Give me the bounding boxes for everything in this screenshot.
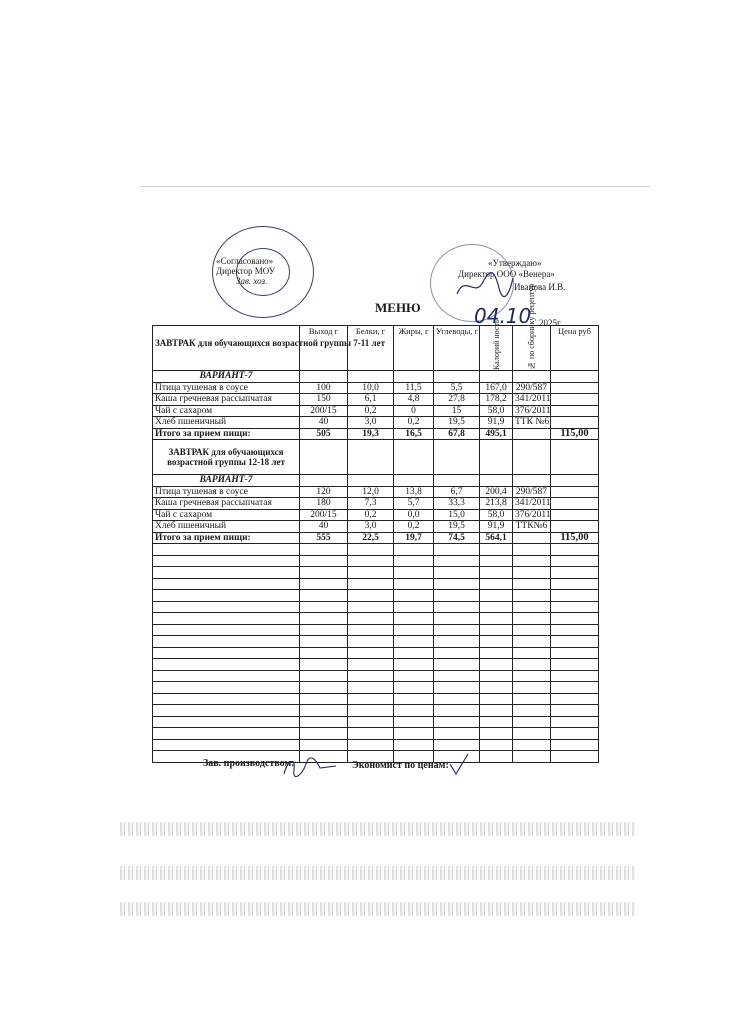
col-protein: Белки, г xyxy=(348,326,394,371)
economist-signature xyxy=(446,752,472,778)
variant-row xyxy=(153,371,599,383)
empty-row xyxy=(153,613,599,625)
director-signature xyxy=(455,268,515,302)
empty-row xyxy=(153,728,599,740)
approval-right-name: Иванова И.В. xyxy=(514,282,566,292)
section2-title: ЗАВТРАК для обучающихся возрастной группы 12-18 лет xyxy=(153,440,300,475)
production-label: Зав. производством: xyxy=(203,758,295,769)
empty-row xyxy=(153,705,599,717)
empty-row xyxy=(153,670,599,682)
table-row: Птица тушеная в соусе 120 12,0 13,8 6,7 200,4 290/587 xyxy=(153,486,599,498)
production-signature xyxy=(280,756,340,778)
empty-row xyxy=(153,647,599,659)
section2-price: 115,00 xyxy=(551,532,599,544)
top-scan-line xyxy=(140,186,650,187)
empty-row xyxy=(153,739,599,751)
scan-noise-3 xyxy=(120,902,635,916)
table-row: Каша гречневая рассыпчатая 150 6,1 4,8 27,8 178,2 341/2011 xyxy=(153,394,599,406)
empty-row xyxy=(153,636,599,648)
scan-noise-1 xyxy=(120,822,635,836)
empty-row xyxy=(153,590,599,602)
empty-row xyxy=(153,601,599,613)
economist-label: Экономист по ценам: xyxy=(352,760,449,771)
empty-row xyxy=(153,544,599,556)
empty-row xyxy=(153,659,599,671)
empty-row xyxy=(153,567,599,579)
table-row: Чай с сахаром 200/15 0,2 0 15 58,0 376/2011 xyxy=(153,405,599,417)
col-recipe: № по сборнику рецептур xyxy=(527,283,536,370)
empty-row xyxy=(153,716,599,728)
header-row xyxy=(153,326,599,371)
table-row: Хлеб пшеничный 40 3,0 0,2 19,5 91,9 ТТК№6 xyxy=(153,521,599,533)
empty-row xyxy=(153,693,599,705)
table-row: Птица тушеная в соусе 100 10,0 11,5 5,5 167,0 290/587 xyxy=(153,382,599,394)
empty-row xyxy=(153,682,599,694)
scan-noise-2 xyxy=(120,866,635,880)
section1-variant: ВАРИАНТ-7 xyxy=(153,371,300,383)
variant-row xyxy=(153,475,599,487)
table-row: Чай с сахаром 200/15 0,2 0,0 15,0 58,0 376/2011 xyxy=(153,509,599,521)
empty-row xyxy=(153,578,599,590)
col-calories: Калорий ность xyxy=(491,319,501,370)
approval-left-sign: Зав. хоз. xyxy=(236,276,268,286)
empty-rows xyxy=(153,544,599,763)
empty-row xyxy=(153,555,599,567)
approval-right-title: «Утверждаю» xyxy=(488,258,542,268)
total-row: Итого за прием пищи: 555 22,5 19,7 74,5 564,1 115,00 xyxy=(153,532,599,544)
section1-price: 115,00 xyxy=(551,428,599,440)
section2-header-row xyxy=(153,440,599,475)
section2-variant: ВАРИАНТ-7 xyxy=(153,475,300,487)
col-carbs: Углеводы, г xyxy=(434,326,480,371)
approval-right-role: Директор ООО «Венера» xyxy=(458,269,555,279)
section1-title: ЗАВТРАК для обучающихся возрастной группы 7-11 лет xyxy=(153,326,300,371)
table-row: Хлеб пшеничный 40 3,0 0,2 19,5 91,9 ТТК №6 xyxy=(153,417,599,429)
approval-left-role: Директор МОУ xyxy=(216,266,276,276)
date-handwritten: 04.10 xyxy=(474,304,532,328)
total-row: Итого за прием пищи: 505 19,3 16,5 67,8 495,1 115,00 xyxy=(153,428,599,440)
col-fat: Жиры, г xyxy=(394,326,434,371)
empty-row xyxy=(153,624,599,636)
table-row: Каша гречневая рассыпчатая 180 7,3 5,7 33,3 213,8 341/2011 xyxy=(153,498,599,510)
year-label: 2025г. xyxy=(539,318,562,328)
col-output: Выход г xyxy=(300,326,348,371)
col-price: Цена руб xyxy=(551,326,599,371)
approval-left-title: «Согласовано» xyxy=(216,256,274,266)
menu-title: МЕНЮ xyxy=(375,300,421,315)
